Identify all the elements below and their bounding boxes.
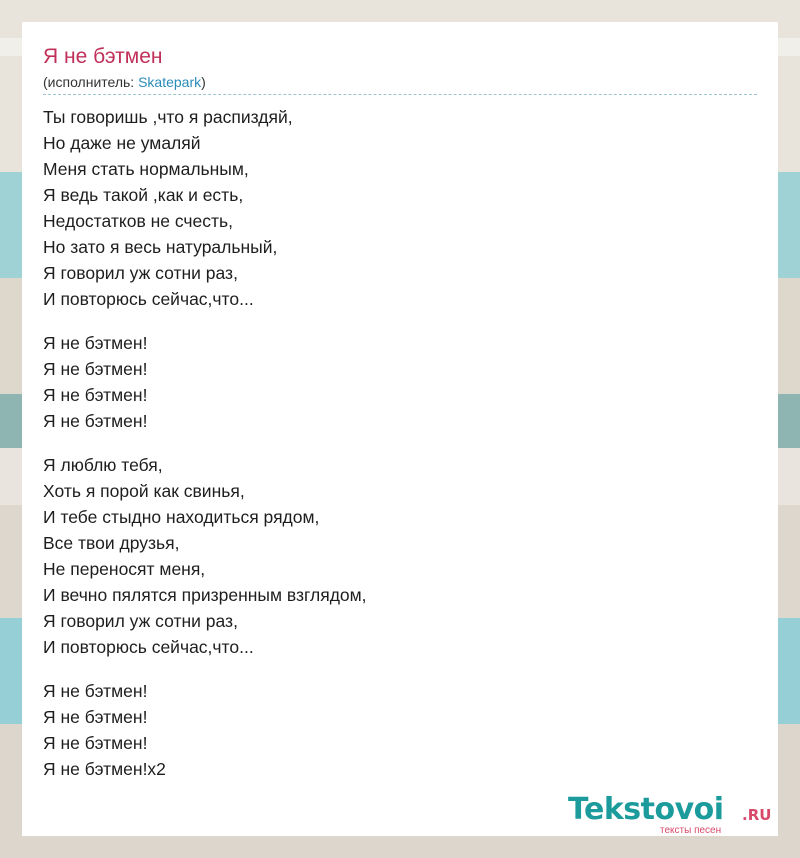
lyrics-card [22,22,778,836]
lyric-line: Хоть я порой как свинья, [43,481,245,501]
lyric-line: Я не бэтмен! [43,385,148,405]
lyric-line: Я люблю тебя, [43,455,163,475]
lyric-line: Я не бэтмен! [43,333,148,353]
stanza-gap [43,434,367,452]
artist-suffix: ) [201,74,206,90]
artist-prefix: (исполнитель: [43,74,139,90]
logo-tagline: тексты песен [660,825,722,836]
lyrics-body [43,104,367,782]
lyric-line: Меня стать нормальным, [43,159,249,179]
artist-link[interactable]: Skatepark [138,74,202,90]
lyric-line: Ты говоришь ,что я распиздяй, [43,107,293,127]
logo-domain: .RU [742,806,772,824]
lyric-line: Я не бэтмен! [43,707,148,727]
lyric-line: Я не бэтмен!x2 [43,759,166,779]
site-logo[interactable] [568,792,778,842]
lyric-line: Я не бэтмен! [43,733,148,753]
lyric-line: И вечно пялятся призренным взглядом, [43,585,367,605]
lyric-line: И повторюсь сейчас,что... [43,637,254,657]
lyric-line: Но даже не умаляй [43,133,201,153]
lyric-line: Не переносят меня, [43,559,206,579]
lyric-line: Но зато я весь натуральный, [43,237,278,257]
song-title: Я не бэтмен [43,45,163,68]
lyric-line: И повторюсь сейчас,что... [43,289,254,309]
logo-wordmark: Tekstovoi [568,792,724,827]
artist-line [43,73,206,91]
lyric-line: Я не бэтмен! [43,411,148,431]
stanza-gap [43,312,367,330]
lyric-line: Я ведь такой ,как и есть, [43,185,244,205]
lyric-line: Я говорил уж сотни раз, [43,611,238,631]
lyric-line: Я не бэтмен! [43,681,148,701]
title-divider [43,94,757,95]
lyric-line: Все твои друзья, [43,533,180,553]
lyric-line: Я говорил уж сотни раз, [43,263,238,283]
lyric-line: Недостатков не счесть, [43,211,234,231]
lyric-line: И тебе стыдно находиться рядом, [43,507,320,527]
lyric-line: Я не бэтмен! [43,359,148,379]
stanza-gap [43,660,367,678]
